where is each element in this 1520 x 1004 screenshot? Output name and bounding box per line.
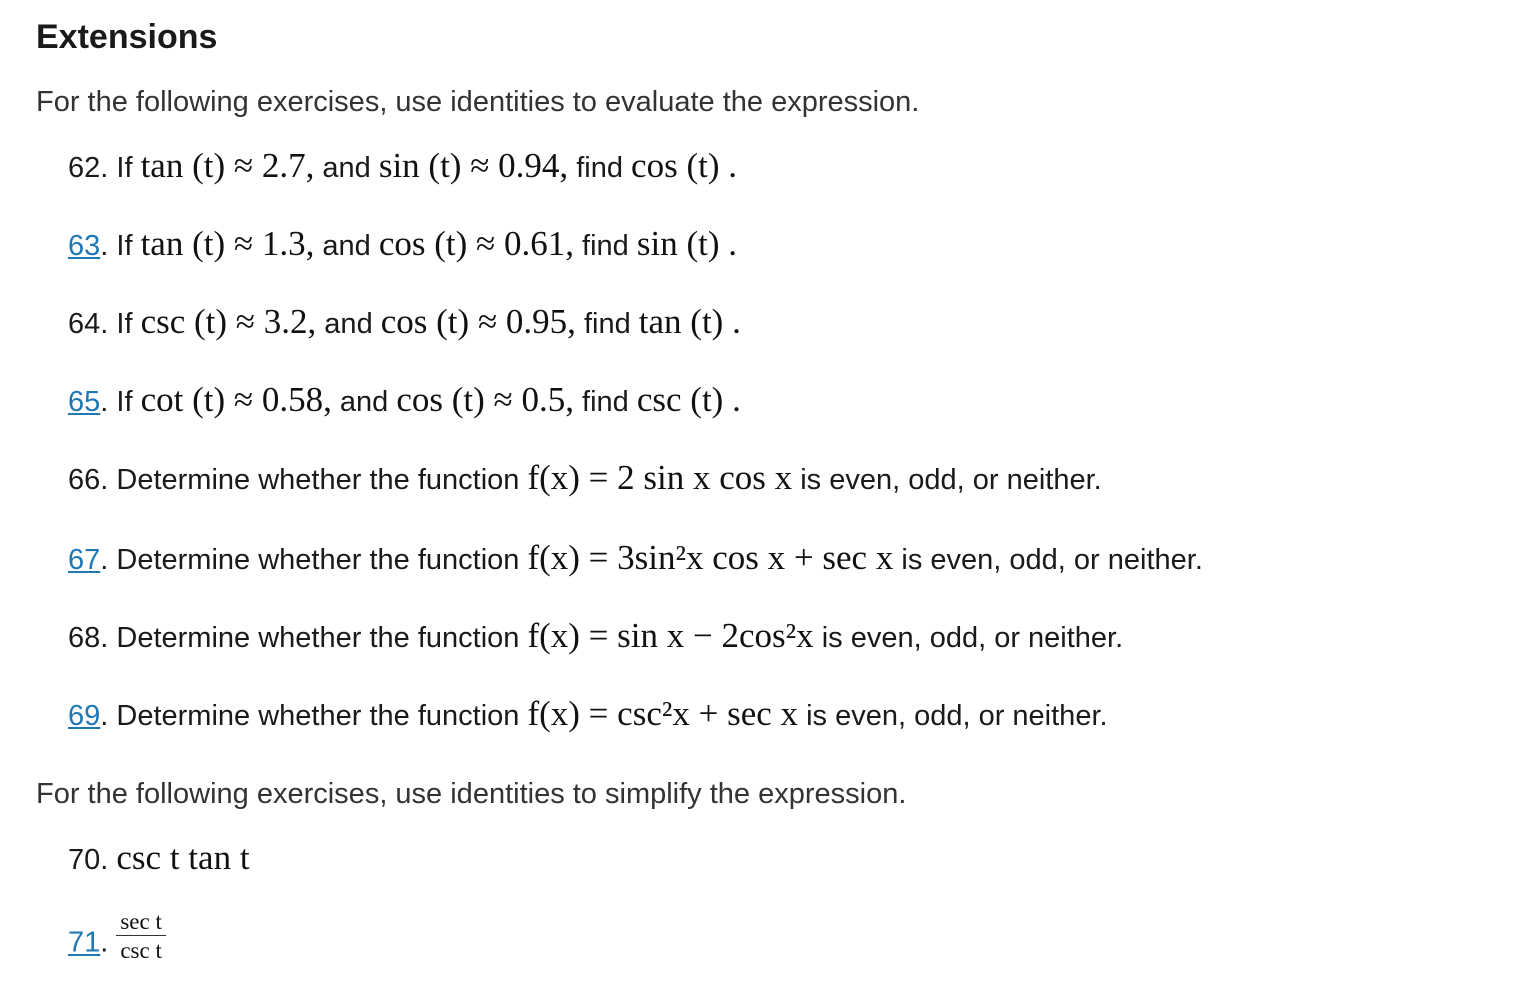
exercise-text: is even, odd, or neither. bbox=[893, 544, 1203, 576]
math-formula: f(x) = 3sin²x cos x + sec x bbox=[527, 538, 894, 577]
exercise-65: 65. If cot (t) ≈ 0.58, and cos (t) ≈ 0.5, find csc (t) . bbox=[68, 380, 741, 419]
exercise-text: Determine whether the function bbox=[116, 700, 528, 732]
math-given-1: cot (t) ≈ 0.58, bbox=[140, 380, 332, 419]
exercise-66: 66. Determine whether the function f(x) = 2 sin x cos x is even, odd, or neither. bbox=[68, 458, 1102, 497]
exercise-text: and bbox=[314, 230, 379, 262]
exercise-number-link[interactable]: 65 bbox=[68, 386, 101, 418]
exercise-text: find bbox=[568, 152, 632, 184]
exercise-69: 69. Determine whether the function f(x) = csc²x + sec x is even, odd, or neither. bbox=[68, 694, 1108, 733]
exercise-text: is even, odd, or neither. bbox=[792, 464, 1102, 496]
exercise-68: 68. Determine whether the function f(x) = sin x − 2cos²x is even, odd, or neither. bbox=[68, 616, 1124, 655]
exercise-text: find bbox=[575, 308, 639, 340]
exercise-number: 70 bbox=[68, 844, 101, 876]
math-given-2: cos (t) ≈ 0.95, bbox=[380, 302, 576, 341]
math-formula: csc t tan t bbox=[116, 838, 250, 877]
math-given-1: tan (t) ≈ 2.7, bbox=[140, 146, 315, 185]
intro-simplify: For the following exercises, use identities to simplify the expression. bbox=[36, 778, 907, 810]
fraction bbox=[116, 910, 166, 962]
exercise-number: 64 bbox=[68, 308, 101, 340]
exercise-71: 71. $\frac{\text{sec t}}{\text{csc t}}$ bbox=[68, 918, 166, 970]
exercise-number: 66 bbox=[68, 464, 101, 496]
exercise-62: 62. If tan (t) ≈ 2.7, and sin (t) ≈ 0.94, find cos (t) . bbox=[68, 146, 737, 185]
math-given-1: csc (t) ≈ 3.2, bbox=[140, 302, 317, 341]
exercise-text: If bbox=[116, 308, 141, 340]
math-target: tan (t) . bbox=[638, 302, 741, 341]
exercise-63: 63. If tan (t) ≈ 1.3, and cos (t) ≈ 0.61, find sin (t) . bbox=[68, 224, 737, 263]
exercise-text: If bbox=[116, 230, 141, 262]
math-given-2: cos (t) ≈ 0.61, bbox=[378, 224, 574, 263]
exercise-67: 67. Determine whether the function f(x) = 3sin²x cos x + sec x is even, odd, or neither. bbox=[68, 538, 1203, 577]
math-target: cos (t) . bbox=[631, 146, 737, 185]
exercise-text: is even, odd, or neither. bbox=[798, 700, 1108, 732]
section-title: Extensions bbox=[36, 18, 218, 56]
exercise-text: Determine whether the function bbox=[116, 622, 528, 654]
exercise-text: If bbox=[116, 386, 141, 418]
math-formula: f(x) = sin x − 2cos²x bbox=[527, 616, 814, 655]
fraction-numerator: sec t bbox=[116, 910, 166, 936]
exercise-text: Determine whether the function bbox=[116, 544, 528, 576]
math-given-2: sin (t) ≈ 0.94, bbox=[378, 146, 569, 185]
intro-evaluate: For the following exercises, use identities to evaluate the expression. bbox=[36, 86, 920, 118]
exercise-text: and bbox=[316, 308, 381, 340]
math-given-1: tan (t) ≈ 1.3, bbox=[140, 224, 315, 263]
exercise-text: find bbox=[573, 230, 637, 262]
math-target: csc (t) . bbox=[636, 380, 741, 419]
math-formula: f(x) = csc²x + sec x bbox=[527, 694, 799, 733]
exercise-number-link[interactable]: 63 bbox=[68, 230, 101, 262]
exercise-text: and bbox=[331, 386, 397, 418]
exercise-text: If bbox=[116, 152, 141, 184]
exercise-text: find bbox=[573, 386, 637, 418]
exercise-text: is even, odd, or neither. bbox=[813, 622, 1124, 654]
exercise-64: 64. If csc (t) ≈ 3.2, and cos (t) ≈ 0.95, find tan (t) . bbox=[68, 302, 741, 341]
exercise-number-link[interactable]: 71 bbox=[68, 926, 101, 959]
math-target: sin (t) . bbox=[636, 224, 737, 263]
exercise-text: and bbox=[314, 152, 379, 184]
exercise-number: 68 bbox=[68, 622, 101, 654]
exercise-number-link[interactable]: 69 bbox=[68, 700, 101, 732]
fraction-denominator: csc t bbox=[120, 938, 162, 963]
exercise-number: 62 bbox=[68, 152, 101, 184]
exercise-70: 70. csc t tan t bbox=[68, 838, 250, 877]
math-given-2: cos (t) ≈ 0.5, bbox=[396, 380, 574, 419]
math-formula: f(x) = 2 sin x cos x bbox=[527, 458, 793, 497]
exercise-text: Determine whether the function bbox=[116, 464, 528, 496]
exercise-number-link[interactable]: 67 bbox=[68, 544, 101, 576]
